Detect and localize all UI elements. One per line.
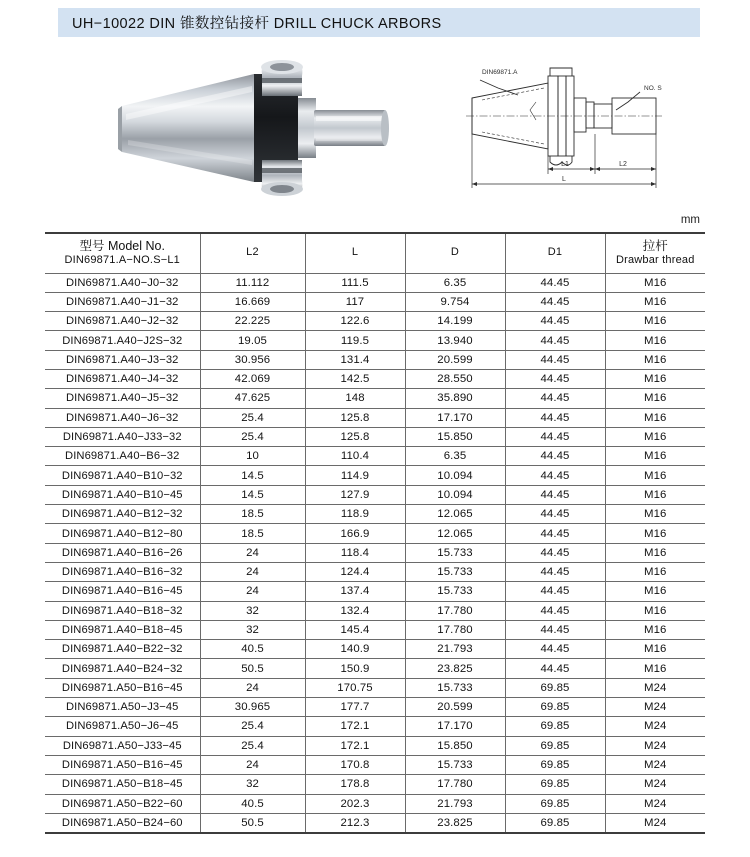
cell-model: DIN69871.A50−J3−45 (45, 698, 200, 717)
cell-d: 17.170 (405, 717, 505, 736)
cell-l: 119.5 (305, 331, 405, 350)
cell-l2: 24 (200, 582, 305, 601)
cell-d: 12.065 (405, 505, 505, 524)
table-row (45, 698, 705, 717)
arbor-dimension-drawing (452, 50, 684, 200)
cell-l: 132.4 (305, 601, 405, 620)
cell-thread: M16 (605, 273, 705, 292)
table-row (45, 505, 705, 524)
cell-d1: 69.85 (505, 698, 605, 717)
cell-l2: 32 (200, 620, 305, 639)
table-row (45, 292, 705, 311)
cell-d: 10.094 (405, 466, 505, 485)
table-body (45, 273, 705, 833)
cell-d: 13.940 (405, 331, 505, 350)
cell-l2: 42.069 (200, 369, 305, 388)
table-row (45, 794, 705, 813)
cell-model: DIN69871.A40−J5−32 (45, 389, 200, 408)
cell-thread: M24 (605, 775, 705, 794)
table-row (45, 775, 705, 794)
cell-d1: 69.85 (505, 736, 605, 755)
cell-d: 6.35 (405, 273, 505, 292)
column-header-thread-cn: 拉杆 (642, 238, 668, 253)
cell-d1: 44.45 (505, 369, 605, 388)
cell-l2: 24 (200, 562, 305, 581)
cell-l2: 40.5 (200, 794, 305, 813)
cell-thread: M16 (605, 640, 705, 659)
cell-model: DIN69871.A40−B6−32 (45, 447, 200, 466)
cell-thread: M16 (605, 292, 705, 311)
cell-d: 23.825 (405, 813, 505, 832)
cell-thread: M16 (605, 601, 705, 620)
cell-model: DIN69871.A50−B16−45 (45, 755, 200, 774)
cell-d1: 44.45 (505, 485, 605, 504)
cell-model: DIN69871.A40−B18−32 (45, 601, 200, 620)
cell-d: 35.890 (405, 389, 505, 408)
cell-d1: 69.85 (505, 813, 605, 832)
cell-d: 28.550 (405, 369, 505, 388)
cell-l2: 25.4 (200, 408, 305, 427)
table-row (45, 389, 705, 408)
cell-thread: M16 (605, 485, 705, 504)
cell-l2: 47.625 (200, 389, 305, 408)
product-photo (104, 52, 404, 204)
table-row (45, 659, 705, 678)
cell-l: 118.4 (305, 543, 405, 562)
cell-d: 17.780 (405, 601, 505, 620)
column-header-d1-label: D1 (547, 246, 563, 259)
cell-l: 127.9 (305, 485, 405, 504)
cell-d1: 44.45 (505, 640, 605, 659)
cell-d1: 44.45 (505, 505, 605, 524)
cell-model: DIN69871.A40−B18−45 (45, 620, 200, 639)
column-header-l-label: L (351, 246, 359, 259)
cell-thread: M16 (605, 369, 705, 388)
arbor-photo-graphic (104, 52, 404, 204)
cell-d1: 44.45 (505, 447, 605, 466)
specification-table-wrapper (45, 232, 705, 834)
cell-thread: M16 (605, 331, 705, 350)
column-header-d-label: D (450, 246, 460, 259)
cell-model: DIN69871.A40−J2−32 (45, 312, 200, 331)
cell-d: 15.733 (405, 755, 505, 774)
cell-thread: M16 (605, 620, 705, 639)
cell-model: DIN69871.A40−J4−32 (45, 369, 200, 388)
cell-thread: M16 (605, 427, 705, 446)
cell-l: 212.3 (305, 813, 405, 832)
cell-model: DIN69871.A50−B16−45 (45, 678, 200, 697)
cell-model: DIN69871.A40−J1−32 (45, 292, 200, 311)
cell-thread: M16 (605, 389, 705, 408)
cell-l2: 10 (200, 447, 305, 466)
cell-d1: 44.45 (505, 524, 605, 543)
cell-d1: 44.45 (505, 350, 605, 369)
cell-thread: M24 (605, 678, 705, 697)
cell-model: DIN69871.A40−B16−32 (45, 562, 200, 581)
cell-thread: M24 (605, 698, 705, 717)
cell-d: 15.733 (405, 562, 505, 581)
cell-d: 21.793 (405, 640, 505, 659)
cell-l2: 14.5 (200, 485, 305, 504)
cell-thread: M16 (605, 524, 705, 543)
cell-l: 178.8 (305, 775, 405, 794)
cell-d1: 44.45 (505, 292, 605, 311)
cell-thread: M24 (605, 736, 705, 755)
cell-d1: 44.45 (505, 562, 605, 581)
page-title: UH−10022 DIN 锥数控钻接杆 DRILL CHUCK ARBORS (72, 16, 442, 32)
table-header-row (45, 233, 705, 273)
column-header-thread-en: Drawbar thread (615, 254, 695, 267)
cell-thread: M16 (605, 466, 705, 485)
table-row (45, 485, 705, 504)
cell-l: 140.9 (305, 640, 405, 659)
cell-model: DIN69871.A40−B12−80 (45, 524, 200, 543)
cell-l2: 30.956 (200, 350, 305, 369)
cell-d1: 44.45 (505, 620, 605, 639)
table-row (45, 447, 705, 466)
cell-l: 124.4 (305, 562, 405, 581)
cell-d: 23.825 (405, 659, 505, 678)
cell-thread: M16 (605, 312, 705, 331)
cell-model: DIN69871.A40−B16−26 (45, 543, 200, 562)
drawing-label-nose: NO. S (644, 85, 662, 92)
cell-d: 9.754 (405, 292, 505, 311)
cell-d: 17.780 (405, 620, 505, 639)
cell-d: 6.35 (405, 447, 505, 466)
cell-model: DIN69871.A40−B16−45 (45, 582, 200, 601)
table-row (45, 620, 705, 639)
cell-l: 170.8 (305, 755, 405, 774)
cell-model: DIN69871.A50−B18−45 (45, 775, 200, 794)
technical-drawing (452, 50, 684, 200)
cell-l: 114.9 (305, 466, 405, 485)
cell-l2: 25.4 (200, 427, 305, 446)
cell-l2: 16.669 (200, 292, 305, 311)
cell-model: DIN69871.A40−J2S−32 (45, 331, 200, 350)
cell-d: 14.199 (405, 312, 505, 331)
column-header-l (305, 233, 405, 273)
cell-model: DIN69871.A50−J6−45 (45, 717, 200, 736)
cell-l2: 24 (200, 543, 305, 562)
column-header-d1 (505, 233, 605, 273)
cell-thread: M16 (605, 562, 705, 581)
specification-table (45, 232, 705, 834)
column-header-l2-label: L2 (246, 246, 259, 259)
cell-l: 125.8 (305, 427, 405, 446)
cell-l2: 24 (200, 678, 305, 697)
drawing-dim-l: L (562, 176, 566, 183)
cell-l: 148 (305, 389, 405, 408)
cell-d1: 44.45 (505, 312, 605, 331)
cell-l2: 50.5 (200, 659, 305, 678)
cell-d: 17.780 (405, 775, 505, 794)
table-row (45, 331, 705, 350)
cell-l: 145.4 (305, 620, 405, 639)
cell-l2: 30.965 (200, 698, 305, 717)
cell-d1: 44.45 (505, 389, 605, 408)
cell-d1: 44.45 (505, 427, 605, 446)
column-header-l2 (200, 233, 305, 273)
column-header-model-en: DIN69871.A−NO.S−L1 (64, 254, 180, 267)
cell-l2: 18.5 (200, 524, 305, 543)
cell-d1: 44.45 (505, 601, 605, 620)
column-header-model-cn: 型号 Model No. (79, 238, 165, 253)
cell-l: 131.4 (305, 350, 405, 369)
table-row (45, 717, 705, 736)
table-row (45, 350, 705, 369)
cell-l2: 32 (200, 601, 305, 620)
cell-d: 12.065 (405, 524, 505, 543)
unit-label: mm (680, 214, 700, 226)
cell-l: 117 (305, 292, 405, 311)
cell-l2: 40.5 (200, 640, 305, 659)
cell-model: DIN69871.A40−J0−32 (45, 273, 200, 292)
cell-l2: 25.4 (200, 717, 305, 736)
table-row (45, 678, 705, 697)
cell-thread: M16 (605, 505, 705, 524)
cell-l: 125.8 (305, 408, 405, 427)
table-row (45, 601, 705, 620)
cell-d1: 69.85 (505, 678, 605, 697)
cell-l: 137.4 (305, 582, 405, 601)
table-row (45, 736, 705, 755)
cell-model: DIN69871.A40−J6−32 (45, 408, 200, 427)
cell-model: DIN69871.A40−B24−32 (45, 659, 200, 678)
cell-model: DIN69871.A50−B24−60 (45, 813, 200, 832)
cell-l2: 14.5 (200, 466, 305, 485)
cell-d: 15.850 (405, 427, 505, 446)
cell-d1: 44.45 (505, 466, 605, 485)
cell-l: 177.7 (305, 698, 405, 717)
cell-l: 111.5 (305, 273, 405, 292)
cell-d: 15.733 (405, 582, 505, 601)
cell-thread: M24 (605, 755, 705, 774)
cell-d: 15.733 (405, 543, 505, 562)
cell-d1: 69.85 (505, 775, 605, 794)
cell-model: DIN69871.A40−J33−32 (45, 427, 200, 446)
cell-d1: 44.45 (505, 273, 605, 292)
cell-model: DIN69871.A50−J33−45 (45, 736, 200, 755)
cell-d1: 44.45 (505, 659, 605, 678)
column-header-d (405, 233, 505, 273)
cell-d: 17.170 (405, 408, 505, 427)
cell-l: 172.1 (305, 717, 405, 736)
table-row (45, 524, 705, 543)
cell-d1: 69.85 (505, 794, 605, 813)
cell-l: 202.3 (305, 794, 405, 813)
cell-model: DIN69871.A40−B12−32 (45, 505, 200, 524)
table-row (45, 427, 705, 446)
drawing-dim-l2: L2 (619, 161, 627, 168)
cell-model: DIN69871.A40−B22−32 (45, 640, 200, 659)
cell-thread: M16 (605, 543, 705, 562)
table-row (45, 273, 705, 292)
cell-d1: 69.85 (505, 717, 605, 736)
table-row (45, 582, 705, 601)
cell-l2: 32 (200, 775, 305, 794)
cell-model: DIN69871.A40−B10−32 (45, 466, 200, 485)
cell-thread: M24 (605, 717, 705, 736)
cell-model: DIN69871.A50−B22−60 (45, 794, 200, 813)
table-row (45, 640, 705, 659)
drawing-dim-l1: L1 (561, 161, 569, 168)
cell-l: 122.6 (305, 312, 405, 331)
cell-thread: M16 (605, 659, 705, 678)
cell-d: 15.850 (405, 736, 505, 755)
cell-thread: M16 (605, 447, 705, 466)
table-row (45, 813, 705, 832)
cell-d: 20.599 (405, 350, 505, 369)
cell-thread: M24 (605, 813, 705, 832)
cell-d: 10.094 (405, 485, 505, 504)
table-row (45, 466, 705, 485)
cell-l2: 50.5 (200, 813, 305, 832)
cell-model: DIN69871.A40−B10−45 (45, 485, 200, 504)
cell-d: 20.599 (405, 698, 505, 717)
drawing-label-taper: DIN69871.A (482, 69, 518, 76)
cell-l2: 25.4 (200, 736, 305, 755)
cell-l2: 18.5 (200, 505, 305, 524)
cell-d1: 69.85 (505, 755, 605, 774)
cell-l: 170.75 (305, 678, 405, 697)
table-row (45, 408, 705, 427)
table-header (45, 233, 705, 273)
table-row (45, 543, 705, 562)
cell-l: 118.9 (305, 505, 405, 524)
column-header-model (45, 233, 200, 273)
cell-l: 166.9 (305, 524, 405, 543)
cell-l: 142.5 (305, 369, 405, 388)
cell-l2: 24 (200, 755, 305, 774)
cell-l2: 11.112 (200, 273, 305, 292)
table-row (45, 312, 705, 331)
page-title-band (58, 8, 700, 37)
cell-thread: M16 (605, 350, 705, 369)
cell-thread: M16 (605, 582, 705, 601)
cell-d1: 44.45 (505, 408, 605, 427)
table-row (45, 562, 705, 581)
cell-model: DIN69871.A40−J3−32 (45, 350, 200, 369)
figure-area (0, 44, 750, 212)
cell-d: 21.793 (405, 794, 505, 813)
cell-d1: 44.45 (505, 331, 605, 350)
cell-l: 150.9 (305, 659, 405, 678)
cell-l: 172.1 (305, 736, 405, 755)
cell-thread: M24 (605, 794, 705, 813)
cell-d1: 44.45 (505, 582, 605, 601)
cell-l: 110.4 (305, 447, 405, 466)
cell-d: 15.733 (405, 678, 505, 697)
cell-l2: 19.05 (200, 331, 305, 350)
cell-thread: M16 (605, 408, 705, 427)
cell-d1: 44.45 (505, 543, 605, 562)
table-row (45, 369, 705, 388)
cell-l2: 22.225 (200, 312, 305, 331)
column-header-drawbar-thread (605, 233, 705, 273)
table-row (45, 755, 705, 774)
